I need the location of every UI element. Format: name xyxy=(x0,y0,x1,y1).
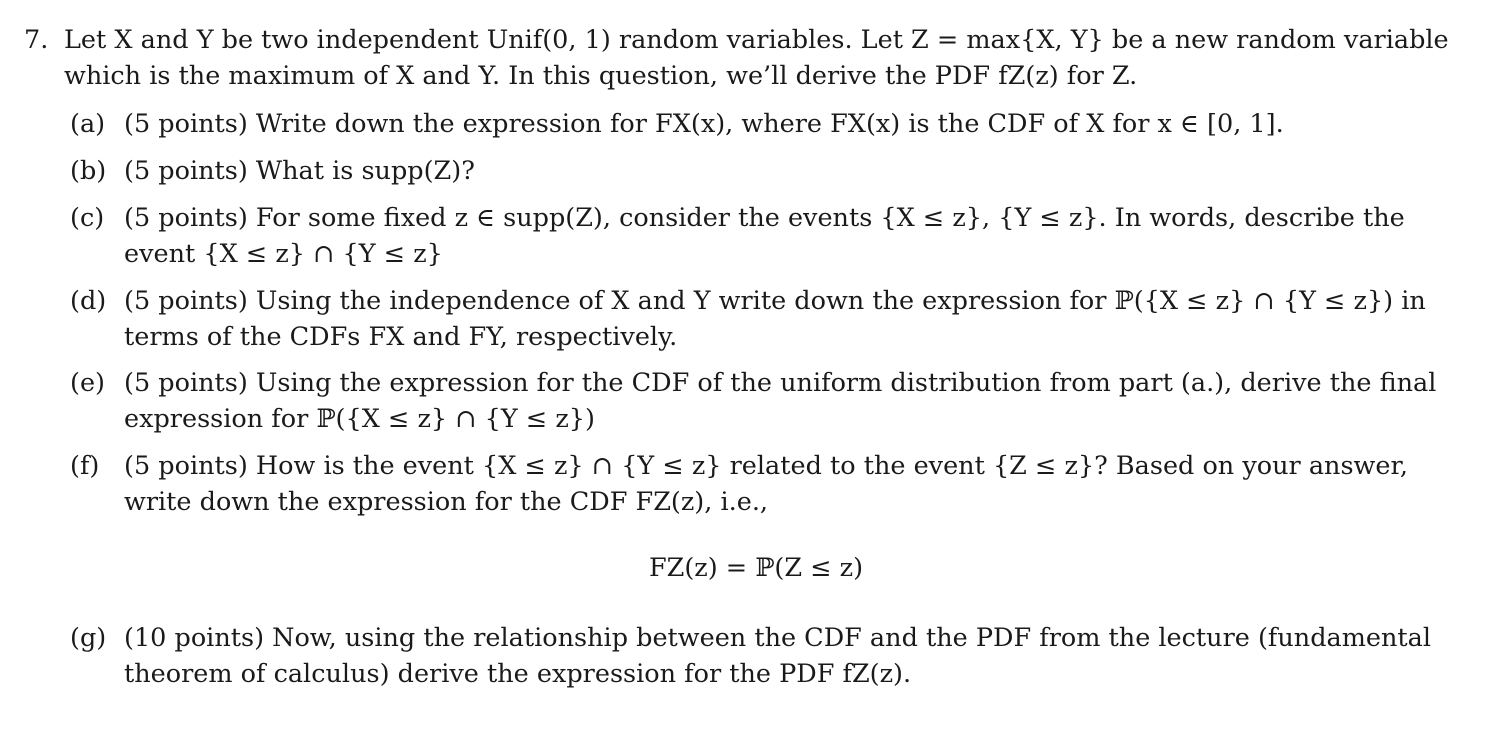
part-c-line-1: (5 points) For some fixed z ∈ supp(Z), consider the events {X ≤ z}, {Y ≤ z}. In words, describe the xyxy=(124,203,1405,233)
part-f-line-2: write down the expression for the CDF FZ(z), i.e., xyxy=(124,487,769,517)
part-e-line-2: expression for ℙ({X ≤ z} ∩ {Y ≤ z}) xyxy=(124,404,595,434)
part-a-label: (a) xyxy=(70,109,106,139)
problem-intro-line-2: which is the maximum of X and Y. In this question, we’ll derive the PDF fZ(z) for Z. xyxy=(64,61,1138,91)
part-d-line-1: (5 points) Using the independence of X and Y write down the expression for ℙ({X ≤ z} ∩ {Y ≤ z}) in xyxy=(124,286,1426,316)
part-f-line-1: (5 points) How is the event {X ≤ z} ∩ {Y ≤ z} related to the event {Z ≤ z}? Based on your answer, xyxy=(124,451,1408,481)
part-g-line-2: theorem of calculus) derive the expression for the PDF fZ(z). xyxy=(124,659,912,689)
part-b-line-1: (5 points) What is supp(Z)? xyxy=(124,156,475,186)
part-e-label: (e) xyxy=(70,368,105,398)
part-g-line-1: (10 points) Now, using the relationship between the CDF and the PDF from the lecture (fundamental xyxy=(124,623,1432,653)
part-a-line-1: (5 points) Write down the expression for FX(x), where FX(x) is the CDF of X for x ∈ [0, 1]. xyxy=(124,109,1284,139)
part-f-label: (f) xyxy=(70,451,100,481)
part-d-label: (d) xyxy=(70,286,107,316)
problem-intro-line-1: Let X and Y be two independent Unif(0, 1) random variables. Let Z = max{X, Y} be a new random variable xyxy=(64,25,1449,55)
part-d-line-2: terms of the CDFs FX and FY, respectively. xyxy=(124,322,678,352)
part-b-label: (b) xyxy=(70,156,107,186)
part-e-line-1: (5 points) Using the expression for the CDF of the uniform distribution from part (a.), derive the final xyxy=(124,368,1437,398)
part-g-label: (g) xyxy=(70,623,107,653)
problem-number: 7. xyxy=(24,25,49,55)
part-c-label: (c) xyxy=(70,203,105,233)
part-f-equation: FZ(z) = ℙ(Z ≤ z) xyxy=(648,553,864,583)
part-c-line-2: event {X ≤ z} ∩ {Y ≤ z} xyxy=(124,239,443,269)
